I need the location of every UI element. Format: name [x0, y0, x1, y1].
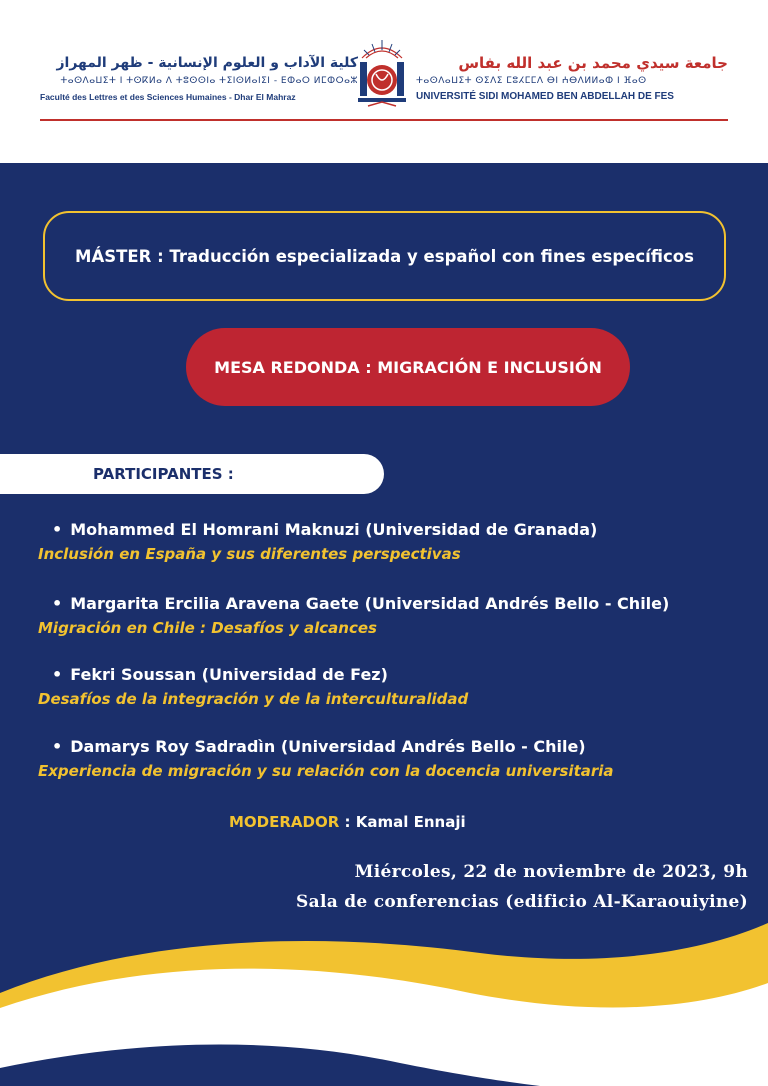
faculty-name-french: Faculté des Lettres et des Sciences Humaines - Dhar El Mahraz: [40, 92, 296, 102]
participants-heading: PARTICIPANTES :: [93, 465, 234, 483]
bullet-icon: •: [52, 520, 63, 539]
header-divider: [40, 119, 728, 121]
faculty-block: [40, 54, 358, 103]
participant-name: Margarita Ercilia Aravena Gaete (Universidad Andrés Bello - Chile): [70, 594, 670, 613]
poster-body: [0, 163, 768, 1086]
participant-topic: Experiencia de migración y su relación con la docencia universitaria: [38, 762, 614, 780]
university-name-french: UNIVERSITÉ SIDI MOHAMED BEN ABDELLAH DE FES: [416, 91, 674, 102]
moderator-label: MODERADOR: [229, 813, 340, 831]
faculty-name-tifinagh: ⵜⴰⵙⴷⴰⵡⵉⵜ ⵏ ⵜⵙⴽⵍⴰ ⴷ ⵜⵓⵙⵙⵏⴰ ⵜⵉⵏⵙⵍⴰⵏⵉⵏ - ⴹⵀⴰⵔ ⵍⵎⵀⵔⴰⵣ: [60, 76, 358, 86]
university-block: [416, 54, 728, 103]
faculty-name-arabic: كلية الآداب و العلوم الإنسانية - ظهر المهراز: [56, 55, 358, 71]
round-table-title: MESA REDONDA : MIGRACIÓN E INCLUSIÓN: [214, 357, 602, 377]
participant-topic: Migración en Chile : Desafíos y alcances: [38, 619, 377, 637]
participant-name: Fekri Soussan (Universidad de Fez): [70, 665, 388, 684]
moderator-separator: :: [339, 813, 356, 831]
decorative-waves: [0, 163, 768, 1086]
master-title: MÁSTER : Traducción especializada y español con fines específicos: [75, 246, 694, 266]
participant-name: Mohammed El Homrani Maknuzi (Universidad de Granada): [70, 520, 598, 539]
bullet-icon: •: [52, 665, 63, 684]
university-name-arabic: جامعة سيدي محمد بن عبد الله بفاس: [458, 54, 728, 72]
moderator-name: Kamal Ennaji: [355, 813, 466, 831]
header: [0, 0, 768, 163]
participant-name: Damarys Roy Sadradìn (Universidad Andrés Bello - Chile): [70, 737, 586, 756]
event-venue: Sala de conferencias (edificio Al-Karaouiyine): [296, 892, 748, 912]
event-date: Miércoles, 22 de noviembre de 2023, 9h: [354, 862, 748, 882]
participant-topic: Desafíos de la integración y de la interculturalidad: [38, 690, 469, 708]
bullet-icon: •: [52, 594, 63, 613]
participant-topic: Inclusión en España y sus diferentes perspectivas: [38, 545, 461, 563]
bullet-icon: •: [52, 737, 63, 756]
university-emblem-icon: [354, 36, 410, 112]
university-name-tifinagh: ⵜⴰⵙⴷⴰⵡⵉⵜ ⵙⵉⴷⵉ ⵎⵓⵃⵎⵎⴷ ⴱⵏ ⵄⴱⴷⵍⵍⴰⵀ ⵏ ⴼⴰⵙ: [416, 76, 647, 86]
